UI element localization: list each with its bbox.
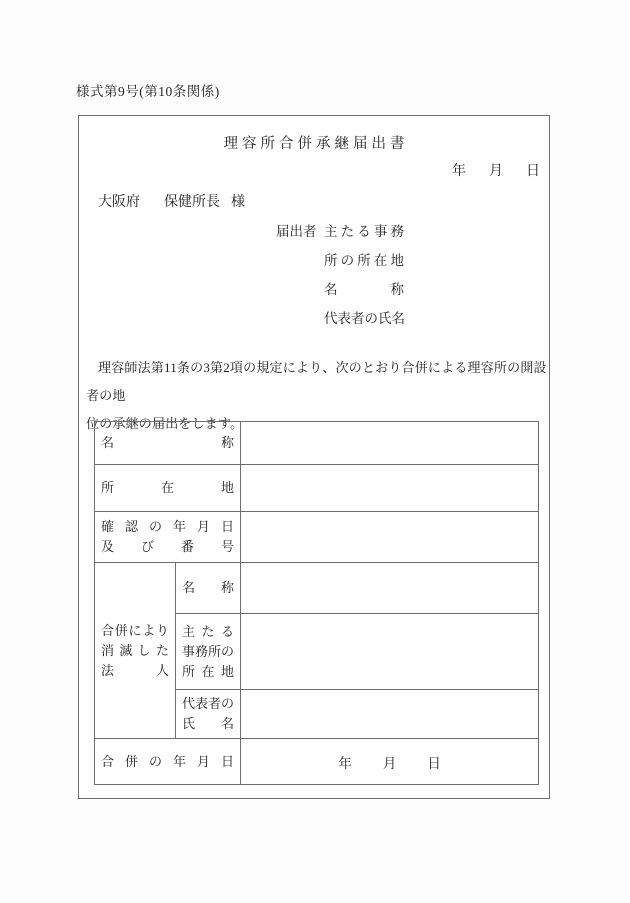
date-day-label: 日 <box>526 164 540 179</box>
form-number: 様式第9号(第10条関係) <box>76 84 220 99</box>
merged-corporation-label-line2: 消 滅 し た <box>101 642 169 658</box>
merged-corporation-label-line1: 合 併 に よ り <box>101 622 169 638</box>
merged-office-address-label-cell <box>176 614 241 690</box>
declarant-office-address-line2: 所 の 所 在 地 <box>324 253 404 268</box>
confirmation-label-line2: 及 び 番 号 <box>101 539 235 554</box>
merged-corporation-label-line3: 法 人 <box>101 662 169 678</box>
addressee-line <box>98 191 245 211</box>
merger-date-label: 合 併 の 年 月 日 <box>101 753 235 769</box>
merger-date-label-cell <box>95 739 241 785</box>
form-title: 理容所合併承継届出書 <box>223 136 409 152</box>
addressee-honorific: 様 <box>231 195 245 210</box>
table-row <box>95 512 539 563</box>
merged-office-address-label-line2: 事 務 所 の <box>182 643 235 659</box>
merger-date-year-label: 年 <box>338 755 352 771</box>
table-row <box>95 739 539 785</box>
merged-representative-value-cell <box>241 690 539 739</box>
merged-office-address-value-cell <box>241 614 539 690</box>
confirmation-label-line1: 確 認 の 年 月 日 <box>101 519 235 534</box>
addressee-prefecture: 大阪府 <box>98 195 140 210</box>
form-table <box>94 421 539 785</box>
merged-name-value-cell <box>241 563 539 614</box>
merged-representative-label-line2: 氏 名 <box>182 716 235 731</box>
declarant-block <box>276 217 404 333</box>
declarant-name-label: 名 称 <box>324 282 404 297</box>
name-label-cell <box>95 422 241 465</box>
merger-date-placeholders <box>249 752 530 772</box>
location-label: 所 在 地 <box>101 480 235 495</box>
name-value-cell <box>241 422 539 465</box>
declarant-fields <box>324 217 404 333</box>
addressee-office: 保健所長 <box>164 195 220 210</box>
confirmation-label-cell <box>95 512 241 563</box>
declarant-representative-label: 代 表 者 の 氏 名 <box>324 311 405 326</box>
merged-name-label: 名 称 <box>182 580 235 595</box>
name-label: 名 称 <box>101 435 235 450</box>
merged-name-label-cell <box>176 563 241 614</box>
merger-date-month-label: 月 <box>382 755 397 771</box>
table-row <box>95 563 539 614</box>
table-row <box>95 465 539 512</box>
form-border-box <box>78 115 550 799</box>
confirmation-value-cell <box>241 512 539 563</box>
location-label-cell <box>95 465 241 512</box>
table-row <box>95 422 539 465</box>
merged-corporation-label-cell <box>95 563 176 739</box>
merged-office-address-label-line3: 所 在 地 <box>182 663 235 679</box>
body-paragraph-line2: 位の承継の届出をします。 <box>86 416 244 431</box>
declarant-office-address-line1: 主 た る 事 務 <box>324 224 404 239</box>
merger-date-value-cell <box>241 739 539 785</box>
merged-representative-label-cell <box>176 690 241 739</box>
declarant-label: 届出者 <box>276 224 317 239</box>
date-month-label: 月 <box>489 164 503 179</box>
date-year-label: 年 <box>452 164 466 179</box>
merged-office-address-label-line1: 主 た る <box>182 623 235 639</box>
body-paragraph-line1: 理容師法第11条の3第2項の規定により、次のとおり合併による理容所の開設者の地 <box>86 360 547 403</box>
location-value-cell <box>241 465 539 512</box>
date-line <box>452 160 540 180</box>
merger-date-day-label: 日 <box>427 755 441 771</box>
merged-representative-label-line1: 代 表 者 の <box>182 696 235 711</box>
